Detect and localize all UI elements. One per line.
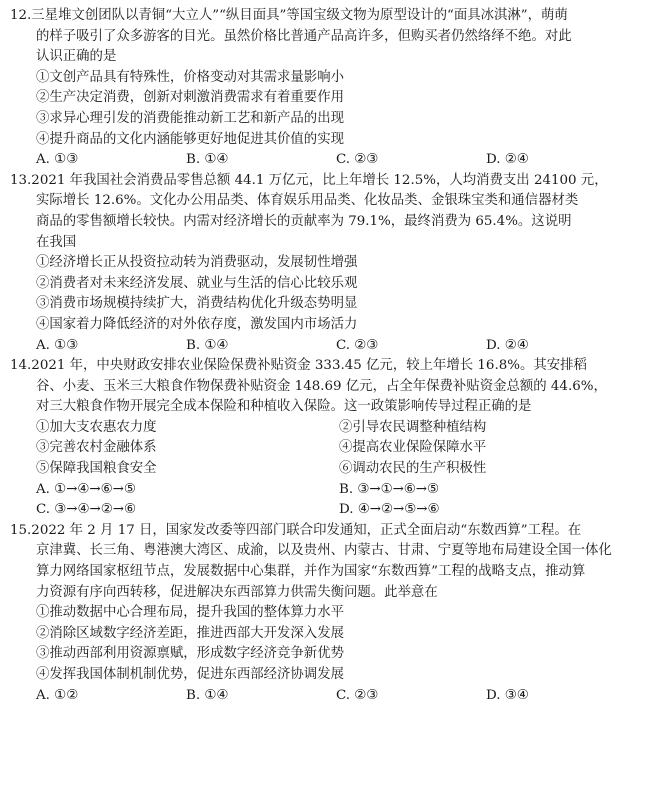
question-stem-line: 15.2022 年 2 月 17 日，国家发改委等四部门联合印发通知，正式全面启动“东数西算”工程。在 [10,522,582,538]
statement-option-row [10,418,646,439]
statement-option: ③推动西部利用资源禀赋，形成数字经济竞争新优势 [36,646,344,662]
choice-a: A. ①③ [36,152,79,168]
choice-d: D. ②④ [486,337,529,353]
statement-option-row [10,459,646,480]
statement-option: ②消除区域数字经济差距，推进西部大开发深入发展 [36,625,344,641]
question-number: 13. [10,172,32,188]
question-stem-line: 对三大粮食作物开展完全成本保险和种植收入保险。这一政策影响传导过程正确的是 [36,399,532,415]
question-stem-line: 14.2021 年，中央财政安排农业保险保费补贴资金 333.45 亿元，较上年增长 16.8%。其安排稻 [10,358,587,374]
question-stem-line: 在我国 [36,234,77,250]
statement-option-row [10,438,646,459]
question-number: 15. [10,522,32,538]
statement-option: ①推动数据中心合理布局，提升我国的整体算力水平 [36,605,344,621]
statement-option: ②消费者对未来经济发展、就业与生活的信心比较乐观 [36,275,358,291]
choice-a: A. ①→④→⑥→⑤ [36,481,136,497]
statement-option: ②生产决定消费，创新对刺激消费需求有着重要作用 [36,90,344,106]
answer-choices-row [10,500,646,521]
choice-b: B. ③→①→⑥→⑤ [339,481,440,497]
statement-option: ④提高农业保险保障水平 [339,440,487,456]
choice-b: B. ①④ [186,687,229,703]
choice-b: B. ①④ [186,152,229,168]
question-number: 12. [10,8,32,23]
question-stem-line: 商品的零售额增长较快。内需对经济增长的贡献率为 79.1%，最终消费为 65.4%。这说明 [36,213,572,229]
answer-choices [10,336,646,357]
question-stem-line: 13.2021 年我国社会消费品零售总额 44.1 万亿元，比上年增长 12.5%，人均消费支出 24100 元， [10,172,608,188]
answer-choices [10,686,646,707]
statement-option: ④国家着力降低经济的对外依存度，激发国内市场活力 [36,316,358,332]
question-stem-line: 力资源有序向西转移，促进解决东西部算力供需失衡问题。此举意在 [36,584,438,600]
choice-c: C. ②③ [336,687,379,703]
choice-c: C. ②③ [336,152,379,168]
choice-a: A. ①③ [36,337,79,353]
choice-a: A. ①② [36,687,79,703]
statement-option: ④提升商品的文化内涵能够更好地促进其价值的实现 [36,131,344,147]
choice-c: C. ③→④→②→⑥ [36,502,136,518]
statement-option: ③消费市场规模持续扩大，消费结构优化升级态势明显 [36,296,358,312]
question-number: 14. [10,358,32,374]
statement-option: ①经济增长正从投资拉动转为消费驱动，发展韧性增强 [36,255,358,271]
question-13 [10,171,646,356]
answer-choices-row [10,480,646,501]
choice-b: B. ①④ [186,337,229,353]
answer-choices [10,150,646,171]
choice-c: C. ②③ [336,337,379,353]
statement-option: ③完善农村金融体系 [36,440,157,456]
question-15 [10,521,646,706]
question-stem-line: 12.三星堆文创团队以青铜“大立人”“纵目面具”等国宝级文物为原型设计的“面具冰淇淋”，萌萌 [10,8,568,23]
statement-option: ①文创产品具有特殊性，价格变动对其需求量影响小 [36,69,344,85]
statement-option: ⑤保障我国粮食安全 [36,461,157,477]
question-stem-line: 京津冀、长三角、粤港澳大湾区、成渝，以及贵州、内蒙古、甘肃、宁夏等地布局建设全国一体化 [36,543,612,559]
statement-option: ②引导农民调整种植结构 [339,419,487,435]
statement-option: ⑥调动农民的生产积极性 [339,461,487,477]
statement-option: ①加大支农惠农力度 [36,419,157,435]
choice-d: D. ②④ [486,152,529,168]
choice-d: D. ④→②→⑤→⑥ [339,502,440,518]
question-stem-line: 谷、小麦、玉米三大粮食作物保费补贴资金 148.69 亿元，占全年保费补贴资金总额的 44.6%， [36,378,607,394]
question-stem-line: 算力网络国家枢纽节点，发展数据中心集群，并作为国家“东数西算”工程的战略支点，推动算 [36,564,586,580]
question-14 [10,356,646,521]
statement-option: ④发挥我国体制机制优势，促进东西部经济协调发展 [36,667,344,682]
question-stem-line: 实际增长 12.6%。文化办公用品类、体育娱乐用品类、化妆品类、金银珠宝类和通信器材类 [36,193,579,209]
question-12 [10,6,646,171]
question-stem-line: 认识正确的是 [36,49,117,65]
question-stem-line: 的样子吸引了众多游客的目光。虽然价格比普通产品高许多，但购买者仍然络绎不绝。对此 [36,28,572,44]
statement-option: ③求异心理引发的消费能推动新工艺和新产品的出现 [36,110,344,126]
choice-d: D. ③④ [486,687,529,703]
